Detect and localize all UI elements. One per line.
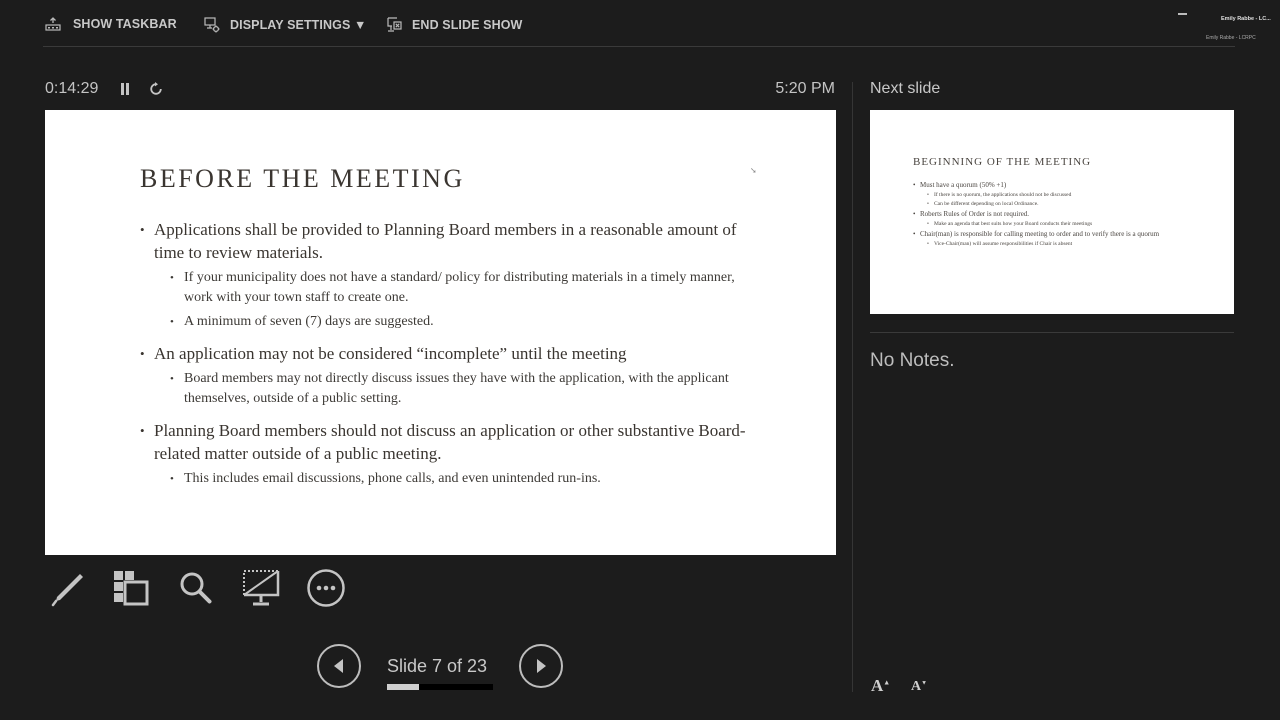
presenter-tools bbox=[45, 567, 370, 609]
sub-bullet: • This includes email discussions, phone calls, and even unintended run-ins. bbox=[140, 469, 760, 489]
next-slide-thumbnail[interactable] bbox=[870, 110, 1234, 314]
display-settings-label: DISPLAY SETTINGS ▼ bbox=[230, 18, 367, 32]
slide-title: BEFORE THE MEETING bbox=[140, 164, 465, 193]
display-settings-button[interactable] bbox=[204, 17, 366, 33]
display-settings-icon bbox=[204, 17, 220, 33]
increase-font-icon: A bbox=[871, 676, 884, 695]
current-slide[interactable] bbox=[45, 110, 836, 555]
restart-icon bbox=[149, 82, 163, 96]
mouse-cursor-icon: ➘ bbox=[750, 166, 757, 175]
bullet: • An application may not be considered “incomplete” until the meeting bbox=[140, 342, 760, 365]
pane-divider[interactable] bbox=[852, 82, 853, 692]
zoom-icon bbox=[176, 568, 216, 608]
current-time: 5:20 PM bbox=[775, 80, 835, 97]
bullet: • Planning Board members should not discuss an application or other substantive Board-related matter outside of a public meeting. bbox=[140, 419, 760, 465]
next-slide-label: Next slide bbox=[870, 80, 941, 97]
bullet: • Chair(man) is responsible for calling meeting to order and to verify there is a quorum bbox=[913, 229, 1213, 239]
user-name: Emily Rabbe - LC... bbox=[1221, 16, 1271, 22]
sub-bullet: • Can be different depending on local Ordinance. bbox=[913, 200, 1213, 208]
bullet: • Roberts Rules of Order is not required. bbox=[913, 209, 1213, 219]
decrease-font-button[interactable]: A▼ bbox=[911, 679, 928, 694]
previous-slide-button[interactable] bbox=[317, 644, 361, 688]
black-screen-icon bbox=[241, 568, 281, 608]
sub-bullet: • Vice-Chair(man) will assume responsibilities if Chair is absent bbox=[913, 240, 1213, 248]
decrease-font-icon: A bbox=[911, 679, 922, 694]
minimize-icon[interactable] bbox=[1178, 13, 1187, 15]
sub-bullet: • If there is no quorum, the applications should not be discussed bbox=[913, 191, 1213, 199]
more-options-icon bbox=[306, 568, 346, 608]
sub-bullet: • A minimum of seven (7) days are suggested. bbox=[140, 312, 760, 332]
bullet: • Applications shall be provided to Planning Board members in a reasonable amount of time to review materials. bbox=[140, 218, 760, 264]
show-taskbar-label: SHOW TASKBAR bbox=[73, 17, 177, 31]
see-all-slides-icon bbox=[111, 568, 151, 608]
slide-progress-bar bbox=[387, 684, 493, 690]
end-show-icon bbox=[386, 17, 402, 33]
restart-timer-button[interactable] bbox=[149, 82, 163, 101]
next-slide-button[interactable] bbox=[519, 644, 563, 688]
pause-icon bbox=[119, 82, 131, 96]
next-slide-title: BEGINNING OF THE MEETING bbox=[913, 156, 1092, 168]
bullet: • Must have a quorum (50% +1) bbox=[913, 180, 1213, 190]
presenter-toolbar bbox=[0, 0, 1280, 48]
taskbar-icon bbox=[45, 17, 61, 31]
slide-counter[interactable]: Slide 7 of 23 bbox=[387, 656, 488, 676]
elapsed-timer: 0:14:29 bbox=[45, 80, 99, 97]
black-screen-button[interactable] bbox=[240, 567, 282, 609]
show-taskbar-button[interactable] bbox=[45, 17, 177, 31]
speaker-notes[interactable]: No Notes. bbox=[870, 350, 955, 371]
sub-bullet: • Make an agenda that best suits how your Board conducts their meetings bbox=[913, 220, 1213, 228]
slide-progress-fill bbox=[387, 684, 419, 690]
pen-icon bbox=[46, 568, 86, 608]
user-name-full: Emily Rabbe - LCRPC bbox=[1206, 35, 1256, 41]
pause-timer-button[interactable] bbox=[119, 82, 131, 101]
sub-bullet: • Board members may not directly discuss issues they have with the application, with the applicant themselves, outside of a public setting. bbox=[140, 369, 760, 409]
slide-body bbox=[140, 218, 760, 493]
end-slide-show-label: END SLIDE SHOW bbox=[412, 18, 523, 32]
next-icon bbox=[534, 658, 548, 674]
increase-font-button[interactable]: A▲ bbox=[871, 676, 891, 695]
toolbar-divider bbox=[43, 46, 1235, 47]
end-slide-show-button[interactable] bbox=[386, 17, 522, 33]
see-all-slides-button[interactable] bbox=[110, 567, 152, 609]
notes-divider bbox=[870, 332, 1234, 333]
more-options-button[interactable] bbox=[305, 567, 347, 609]
pen-tool-button[interactable] bbox=[45, 567, 87, 609]
zoom-slide-button[interactable] bbox=[175, 567, 217, 609]
sub-bullet: • If your municipality does not have a standard/ policy for distributing materials in a timely manner, work with your town staff to create one. bbox=[140, 268, 760, 308]
next-slide-body bbox=[913, 180, 1213, 249]
previous-icon bbox=[332, 658, 346, 674]
